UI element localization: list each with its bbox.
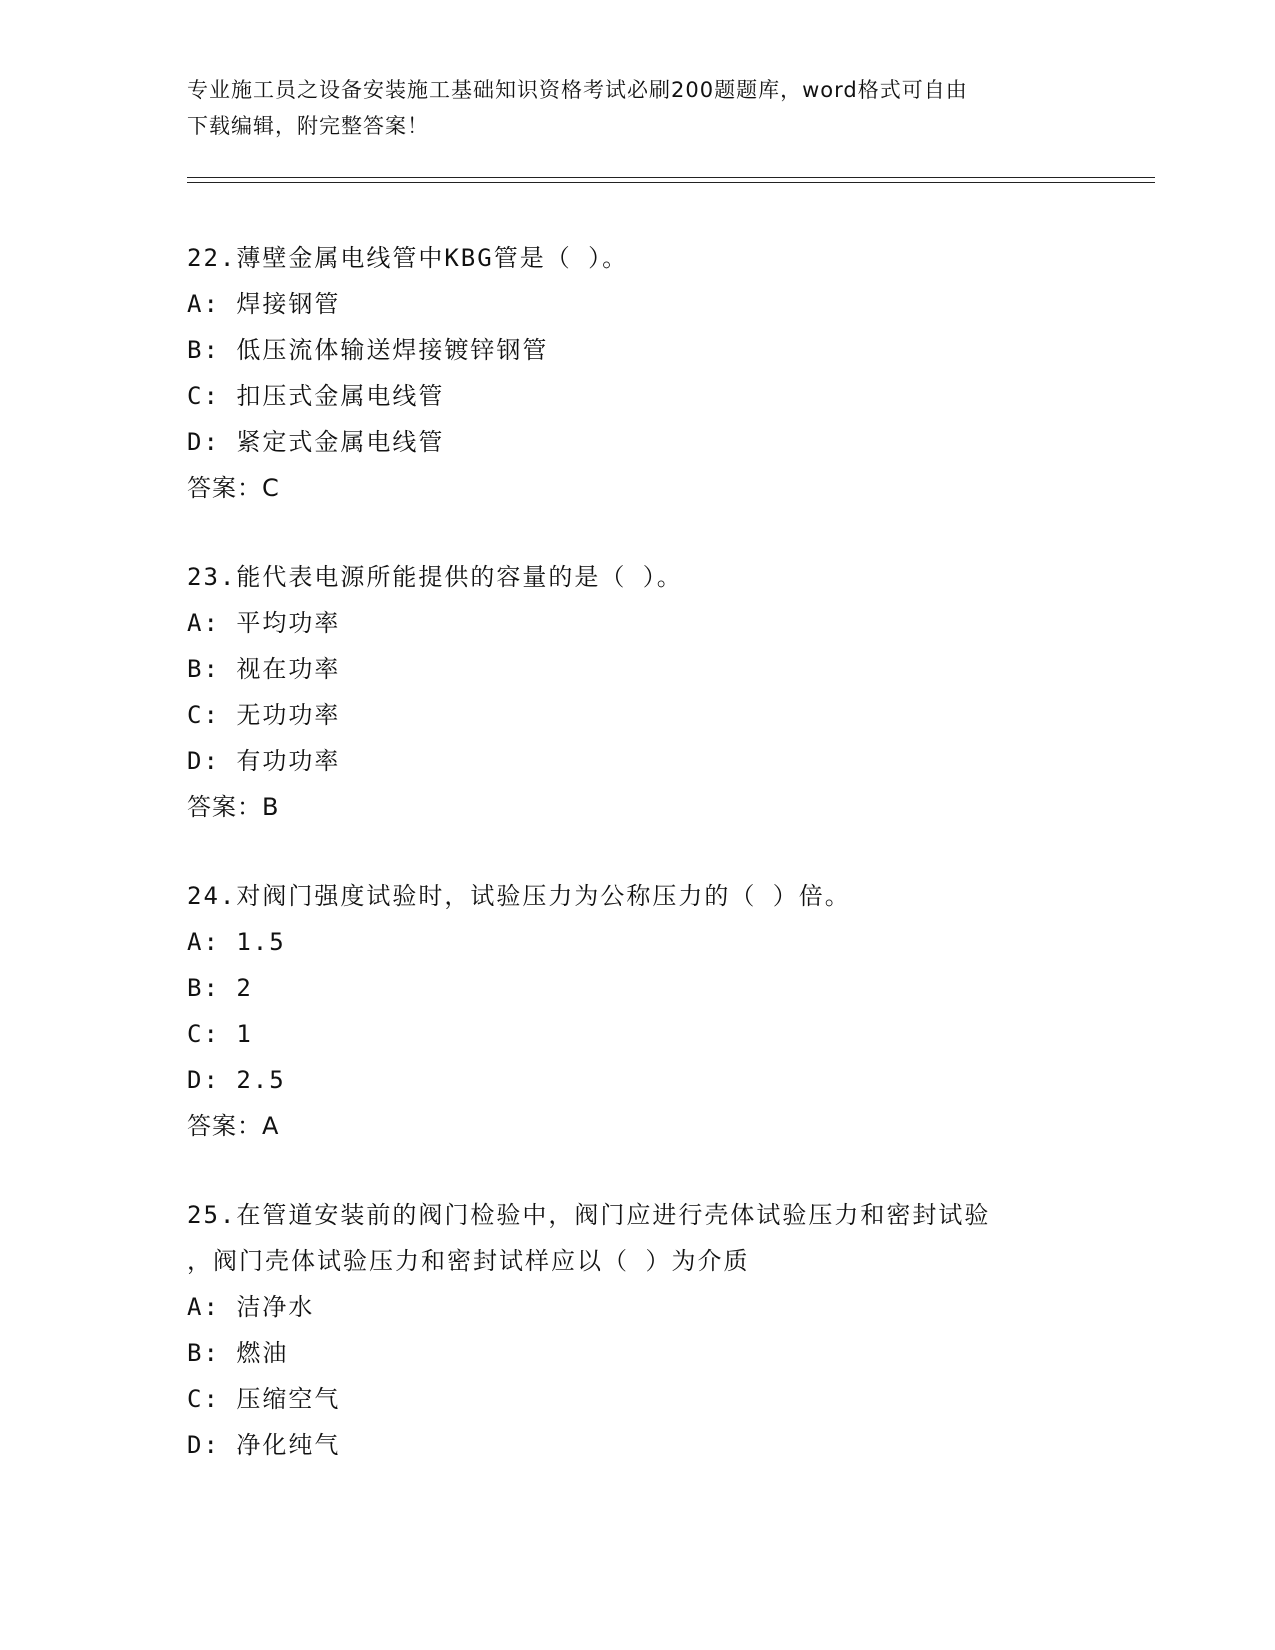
answer-line: 答案：B [187, 793, 280, 821]
option-c: C: 压缩空气 [187, 1385, 341, 1413]
option-b: B: 2 [187, 974, 253, 1002]
option-b: B: 低压流体输送焊接镀锌钢管 [187, 336, 549, 364]
option-a: A: 平均功率 [187, 609, 341, 637]
question-stem-line: 24.对阀门强度试验时，试验压力为公称压力的（ ）倍。 [187, 882, 851, 910]
question-23 [187, 554, 1107, 830]
question-stem-line: 25.在管道安装前的阀门检验中，阀门应进行壳体试验压力和密封试验 [187, 1201, 991, 1229]
option-c: C: 扣压式金属电线管 [187, 382, 445, 410]
answer-line: 答案：A [187, 1112, 280, 1140]
option-d: D: 净化纯气 [187, 1431, 341, 1459]
page-header [187, 72, 1087, 144]
header-title-line-2: 下载编辑，附完整答案！ [187, 114, 429, 138]
header-divider-top [187, 177, 1155, 178]
header-title-line-1: 专业施工员之设备安装施工基础知识资格考试必刷200题题库，word格式可自由 [187, 78, 968, 102]
option-d: D: 2.5 [187, 1066, 286, 1094]
answer-line: 答案：C [187, 474, 280, 502]
question-stem-line: 23.能代表电源所能提供的容量的是（ ）。 [187, 563, 683, 591]
header-divider-bottom [187, 182, 1155, 183]
question-25 [187, 1192, 1107, 1468]
option-a: A: 1.5 [187, 928, 286, 956]
question-24 [187, 873, 1107, 1149]
question-stem [187, 235, 1107, 281]
option-b: B: 燃油 [187, 1339, 289, 1367]
question-stem-line: ，阀门壳体试验压力和密封试样应以（ ）为介质 [187, 1247, 750, 1275]
option-a: A: 焊接钢管 [187, 290, 341, 318]
question-stem-line: 22.薄壁金属电线管中KBG管是（ ）。 [187, 244, 629, 272]
option-a: A: 洁净水 [187, 1293, 315, 1321]
option-d: D: 有功功率 [187, 747, 341, 775]
question-stem [187, 554, 1107, 600]
question-22 [187, 235, 1107, 511]
option-c: C: 1 [187, 1020, 253, 1048]
option-c: C: 无功功率 [187, 701, 341, 729]
question-stem [187, 1192, 1107, 1284]
question-stem [187, 873, 1107, 919]
option-d: D: 紧定式金属电线管 [187, 428, 445, 456]
option-b: B: 视在功率 [187, 655, 341, 683]
